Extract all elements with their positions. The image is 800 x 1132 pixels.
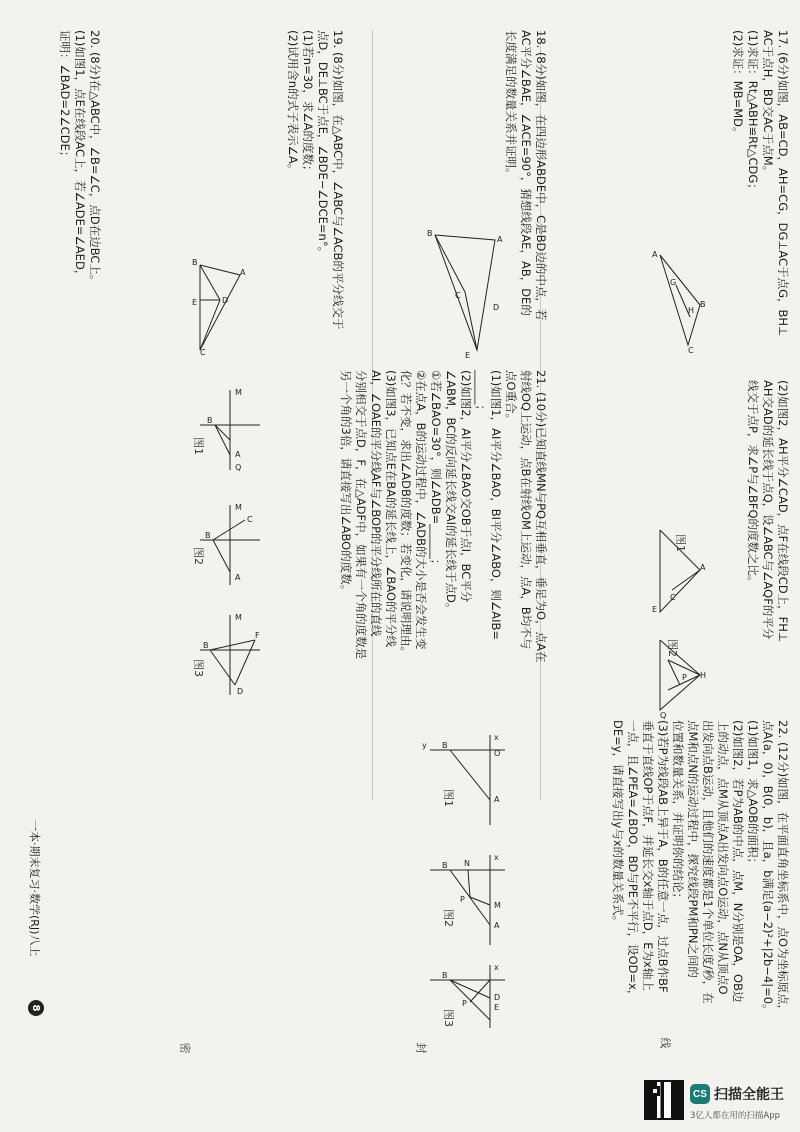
q19-line2: 点D，DE⊥BC于点E，∠BDE−∠DCE=n°。 (316, 30, 330, 259)
svg-text:C: C (455, 291, 461, 300)
q21-figure-2-label: 图2 (192, 547, 205, 565)
q21-line14: 另一个角的3倍，请直接写出∠ABO的度数。 (339, 370, 353, 597)
footer-left-text: 一本·期末复习·数学(RJ)八上 (28, 820, 41, 957)
q21-line7: ∠ABM，BC的反向延长线交AI的延长线于点D。 (444, 370, 458, 615)
q21-line9: ②在点A，B的运动过程中，∠ADB的大小是否会发生变 (414, 370, 428, 650)
q21-figure-1 (195, 385, 265, 475)
svg-text:D: D (237, 687, 244, 696)
question-20-part2 (745, 380, 790, 642)
svg-text:C: C (688, 346, 694, 355)
q20-line2: (1)如图1，点E在线段AC上，若∠ADE=∠AED， (73, 30, 87, 282)
svg-text:E: E (465, 351, 471, 360)
binding-mark-xian: 线 (658, 1037, 672, 1049)
svg-text:B: B (203, 641, 209, 650)
scanner-subtitle: 3亿人都在用的扫描App (690, 1111, 781, 1121)
q22-line11: 一点，且∠PEA=∠BDO，BD与PE不平行，设OD=x， (626, 720, 640, 1002)
camscanner-logo-icon: CS (690, 1084, 710, 1104)
q22-line8: 位置和数量关系，并证明你的结论； (671, 720, 685, 904)
question-19 (285, 30, 345, 329)
binding-mark-feng: 封 (414, 1042, 428, 1054)
svg-text:C: C (247, 515, 253, 524)
q22-line6: 出发向点B运动，且他们的速度都是1个单位长度/秒，在 (701, 720, 715, 1004)
q20cont-line2: AH交AD的延长线于点Q，设∠ABC与∠AQF的平分 (761, 380, 775, 640)
q21-line6: (2)如图2，AI平分∠BAO交OB于点I，BC平分 (459, 370, 473, 603)
q17-figure (650, 245, 710, 355)
svg-text:D: D (494, 993, 501, 1002)
svg-text:B: B (205, 531, 211, 540)
q21-figure-3 (195, 610, 265, 700)
svg-text:Q: Q (660, 711, 667, 720)
q19-line3: (1)若n=30，求∠A的度数； (301, 30, 315, 177)
svg-text:A: A (235, 573, 241, 582)
q22-line1: 22. (12分)如图，在平面直角坐标系中，点O为坐标原点， (776, 720, 790, 1017)
svg-text:B: B (700, 300, 706, 309)
svg-text:x: x (494, 733, 499, 742)
q20cont-line3: 线交于点P，求∠P与∠BFQ的度数之比。 (746, 380, 760, 588)
q21-line2: 射线OQ上运动，点B在射线OM上运动，点A，B均不与 (519, 370, 533, 650)
svg-text:M: M (235, 388, 242, 397)
svg-text:D: D (222, 296, 229, 305)
binding-mark-mi: 密 (178, 1042, 192, 1054)
q20-line3: 证明：∠BAD=2∠CDE； (58, 30, 72, 163)
q21-line12: AI，∠OAE的平分线AF与∠BOP的平分线所在的直线 (369, 370, 383, 637)
q22-line12: DE=y，请直接写出y与x的数量关系式。 (611, 720, 625, 928)
svg-text:E: E (192, 298, 198, 307)
q22-line3: (1)如图1，求△AOB的面积； (746, 720, 760, 870)
svg-text:N: N (464, 859, 470, 868)
q21-figure-1-label: 图1 (192, 437, 205, 455)
qr-code-icon (644, 1080, 684, 1120)
q20cont-line1: (2)如图2，AH平分∠CAD，点F在线段CD上，FH⊥ (776, 380, 790, 642)
q21-line13: 分别相交于点D，F，在△ADF中，如果有一个角的度数是 (354, 370, 368, 660)
q22-line5: 上的动点，点M从顶点A出发向点O运动，点N从顶点O (716, 720, 730, 995)
q18-figure (425, 220, 505, 360)
svg-text:A: A (240, 268, 246, 277)
q22-figure-2-label: 图2 (442, 909, 455, 927)
svg-text:P: P (682, 673, 687, 682)
svg-text:x: x (494, 853, 499, 862)
q22-figure-3-label: 图3 (442, 1009, 455, 1027)
q20-line1: 20. (8分)在△ABC中，∠B=∠C，点D在边BC上。 (88, 30, 102, 287)
question-21 (338, 370, 548, 662)
q17-line2: AC于点H，BD交AC于点M。 (761, 30, 775, 178)
svg-text:A: A (497, 235, 503, 244)
svg-text:G: G (670, 278, 677, 287)
q17-line4: (2)求证：MB=MD。 (731, 30, 745, 139)
page-number: 8 (28, 1000, 44, 1016)
q19-line1: 19. (8分)如图，在△ABC中，∠ABC与∠ACB的平分线交于 (331, 30, 345, 330)
q21-line11: (3)如图3，已知点E在BA的延长线上，∠BAO的平分线 (384, 370, 398, 648)
svg-text:P: P (460, 895, 465, 904)
svg-text:P: P (462, 999, 467, 1008)
q22-figure-2 (420, 850, 510, 950)
svg-text:A: A (494, 921, 500, 930)
q22-figure-3 (420, 960, 510, 1030)
q21-line8: ①若∠BAO=30°，则∠ADB=______； (429, 370, 443, 571)
svg-text:A: A (652, 250, 658, 259)
svg-text:B: B (207, 416, 213, 425)
question-20 (57, 30, 102, 286)
svg-text:M: M (235, 613, 242, 622)
svg-text:C: C (670, 593, 676, 602)
svg-text:O: O (494, 749, 501, 758)
q17-line3: (1)求证：Rt△ABH≌Rt△CDG； (746, 30, 760, 195)
q21-line5: ______； (474, 370, 488, 416)
q21-line1: 21. (10分)已知直线MN与PQ互相垂直，垂足为O，点A在 (534, 370, 548, 663)
svg-text:M: M (235, 503, 242, 512)
q22-line4: (2)如图2，若P为AB的中点，点M，N分别是OA，OB边 (731, 720, 745, 1003)
svg-text:E: E (652, 605, 658, 614)
question-18 (503, 30, 548, 320)
svg-text:A: A (235, 450, 241, 459)
svg-text:x: x (494, 963, 499, 972)
q22-line10: 垂直于直线OP于点F，并延长交x轴于点D，E为x轴上 (641, 720, 655, 991)
svg-text:B: B (192, 258, 198, 267)
question-17 (730, 30, 790, 336)
svg-text:E: E (494, 1003, 500, 1012)
question-22 (610, 720, 790, 1016)
svg-text:H: H (688, 306, 695, 315)
q22-figure-1 (420, 730, 510, 830)
q22-line9: (3)若P为线段AB上异于A，B的任意一点，过点B作BF (656, 720, 670, 993)
q17-line1: 17. (6分)如图，AB=CD，AH=CG，DG⊥AC于点G，BH⊥ (776, 30, 790, 337)
q19-figure (190, 255, 250, 355)
q20-figure-1-label: 图1 (674, 534, 687, 552)
svg-text:A: A (494, 795, 500, 804)
svg-text:D: D (493, 303, 500, 312)
q21-figure-3-label: 图3 (192, 659, 205, 677)
q22-line7: 点M和点N的运动过程中，探究线段PM和PN之间的 (686, 720, 700, 978)
svg-text:B: B (442, 861, 448, 870)
svg-text:y: y (422, 741, 427, 750)
q21-line10: 化？若不变，求出∠ADB的度数；若变化，请说明理由。 (399, 370, 413, 658)
svg-text:A: A (700, 563, 706, 572)
q21-line4: (1)如图1，AI平分∠BAO，BI平分∠ABO，则∠AIB= (489, 370, 503, 641)
svg-text:B: B (427, 229, 433, 238)
q20-figure-2-label: 图2 (666, 639, 679, 657)
svg-text:B: B (442, 971, 448, 980)
footer-title (27, 820, 42, 956)
svg-text:F: F (255, 631, 260, 640)
svg-text:H: H (700, 671, 707, 680)
svg-text:Q: Q (235, 463, 242, 472)
q21-line3: 点O重合。 (504, 370, 518, 426)
q22-line2: 点A(a，0)，B(0，b)，且a，b满足(a−2)²+|2b−4|=0。 (761, 720, 775, 1016)
q18-line2: AC平分∠BAE，∠ACE=90°，猜想线段AE，AB，DE的 (519, 30, 533, 316)
scanner-title: 扫描全能王 (714, 1087, 784, 1103)
q19-line4: (2)试用含n的式子表示∠A。 (286, 30, 300, 176)
svg-text:M: M (494, 901, 501, 910)
q18-line3: 长度满足的数量关系并证明。 (504, 30, 518, 180)
svg-text:C: C (200, 348, 206, 355)
q21-figure-2 (195, 500, 265, 590)
svg-text:B: B (442, 741, 448, 750)
q18-line1: 18. (8分)如图，在四边形ABDE中，C是BD边的中点，若 (534, 30, 548, 321)
q22-figure-1-label: 图1 (442, 789, 455, 807)
